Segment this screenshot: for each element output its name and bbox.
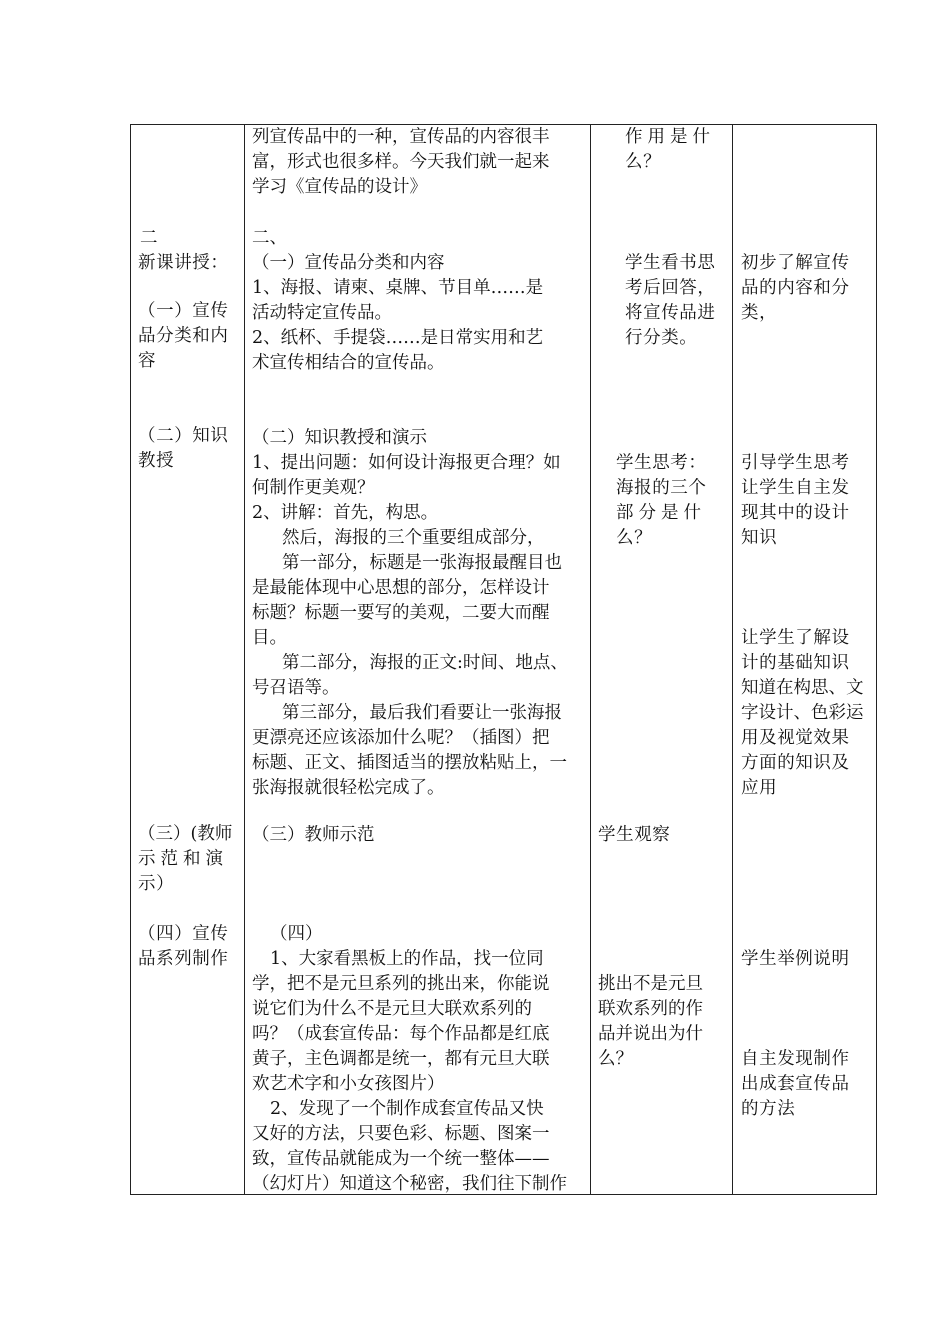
content-line: 2、讲解：首先，构思。 — [252, 503, 439, 523]
section-heading: 示） — [138, 874, 175, 894]
content-line: 标题、正文、插图适当的摆放粘贴上，一 — [252, 753, 567, 773]
content-line: 是最能体现中心思想的部分，怎样设计 — [252, 578, 550, 598]
section-heading: 教授 — [138, 451, 175, 471]
section-heading: 新课讲授： — [138, 253, 229, 273]
section-heading: 二 — [140, 228, 159, 248]
section-heading: （一）宣传 — [138, 301, 229, 321]
design-intent-line: 方面的知识及 — [741, 753, 850, 773]
design-intent-line: 知道在构思、文 — [741, 678, 864, 698]
content-line: 第二部分，海报的正文:时间、地点、 — [282, 653, 568, 673]
content-line: 第一部分，标题是一张海报最醒目也 — [282, 553, 562, 573]
content-line: 1、海报、请柬、桌牌、节目单……是 — [252, 278, 544, 298]
content-line: （幻灯片）知道这个秘密，我们往下制作 — [252, 1174, 567, 1194]
content-line: 又好的方法，只要色彩、标题、图案一 — [252, 1124, 550, 1144]
student-activity-line: 将宣传品进 — [625, 303, 716, 323]
design-intent-line: 让学生自主发 — [741, 478, 850, 498]
design-intent-line: 用及视觉效果 — [741, 728, 850, 748]
design-intent-line: 应用 — [741, 778, 778, 798]
content-line: 标题？标题一要写的美观，二要大而醒 — [252, 603, 550, 623]
section-heading: （四）宣传 — [138, 924, 229, 944]
content-line: 活动特定宣传品。 — [252, 303, 392, 323]
design-intent-line: 初步了解宣传 — [741, 253, 850, 273]
table-right-border — [876, 124, 877, 1195]
content-line: 2、发现了一个制作成套宣传品又快 — [270, 1099, 544, 1119]
content-line: 1、提出问题：如何设计海报更合理？如 — [252, 453, 561, 473]
content-line: 学，把不是元旦系列的挑出来，你能说 — [252, 974, 550, 994]
content-line: （四） — [270, 924, 323, 944]
content-line: 目。 — [252, 628, 287, 648]
design-intent-line: 知识 — [741, 528, 778, 548]
content-line: 第三部分，最后我们看要让一张海报 — [282, 703, 562, 723]
student-activity-line: 部分是什 — [616, 503, 706, 523]
column-divider-1 — [244, 124, 245, 1195]
content-line: 2、纸杯、手提袋……是日常实用和艺 — [252, 328, 544, 348]
content-line: 更漂亮还应该添加什么呢？（插图）把 — [252, 728, 550, 748]
content-line: 富，形式也很多样。今天我们就一起来 — [252, 152, 550, 172]
content-line: 吗？（成套宣传品：每个作品都是红底 — [252, 1024, 550, 1044]
content-line: （一）宣传品分类和内容 — [252, 253, 445, 273]
content-line: 术宣传相结合的宣传品。 — [252, 353, 445, 373]
design-intent-line: 自主发现制作 — [741, 1049, 850, 1069]
design-intent-line: 品的内容和分 — [741, 278, 850, 298]
section-heading: 品系列制作 — [138, 949, 229, 969]
section-heading: 品分类和内 — [138, 326, 229, 346]
content-line: 号召语等。 — [252, 678, 340, 698]
section-heading: （二）知识 — [138, 426, 229, 446]
content-line: 说它们为什么不是元旦大联欢系列的 — [252, 999, 532, 1019]
column-divider-3 — [732, 124, 733, 1195]
content-line: 致，宣传品就能成为一个统一整体—— — [252, 1149, 550, 1169]
content-line: 二、 — [252, 228, 287, 248]
content-line: （二）知识教授和演示 — [252, 428, 427, 448]
content-line: 列宣传品中的一种，宣传品的内容很丰 — [252, 127, 550, 147]
design-intent-line: 类， — [741, 303, 778, 323]
content-line: 然后，海报的三个重要组成部分， — [282, 528, 545, 548]
student-activity-line: 挑出不是元旦 — [598, 974, 703, 994]
student-activity-line: 海报的三个 — [616, 478, 707, 498]
content-line: 黄子，主色调都是统一，都有元旦大联 — [252, 1049, 550, 1069]
student-activity-line: 联欢系列的作 — [598, 999, 703, 1019]
design-intent-line: 字设计、色彩运 — [741, 703, 864, 723]
student-activity-line: 考后回答， — [625, 278, 716, 298]
content-line: 欢艺术字和小女孩图片） — [252, 1074, 445, 1094]
content-line: 何制作更美观？ — [252, 478, 375, 498]
content-line: 学习《宣传品的设计》 — [252, 177, 427, 197]
content-line: （三）教师示范 — [252, 825, 375, 845]
design-intent-line: 计的基础知识 — [741, 653, 850, 673]
content-line: 1、大家看黑板上的作品，找一位同 — [270, 949, 544, 969]
student-activity-line: 行分类。 — [625, 328, 698, 348]
student-activity-line: 品并说出为什 — [598, 1024, 703, 1044]
content-line: 张海报就很轻松完成了。 — [252, 778, 445, 798]
student-activity-line: 学生看书思 — [625, 253, 716, 273]
design-intent-line: 学生举例说明 — [741, 949, 850, 969]
design-intent-line: 的方法 — [741, 1099, 796, 1119]
table-left-border — [130, 124, 131, 1195]
section-heading: （三）(教师 — [138, 824, 233, 844]
student-activity-line: 么？ — [625, 152, 662, 172]
design-intent-line: 引导学生思考 — [741, 453, 850, 473]
student-activity-line: 学生思考： — [616, 453, 707, 473]
design-intent-line: 现其中的设计 — [741, 503, 850, 523]
section-heading: 容 — [138, 351, 157, 371]
student-activity-line: 么？ — [598, 1049, 633, 1069]
section-heading: 示范和演 — [138, 849, 228, 869]
student-activity-line: 学生观察 — [598, 825, 671, 845]
student-activity-line: 么？ — [616, 528, 653, 548]
design-intent-line: 让学生了解设 — [741, 628, 850, 648]
column-divider-2 — [590, 124, 591, 1195]
design-intent-line: 出成套宣传品 — [741, 1074, 850, 1094]
student-activity-line: 作用是什 — [625, 127, 715, 147]
